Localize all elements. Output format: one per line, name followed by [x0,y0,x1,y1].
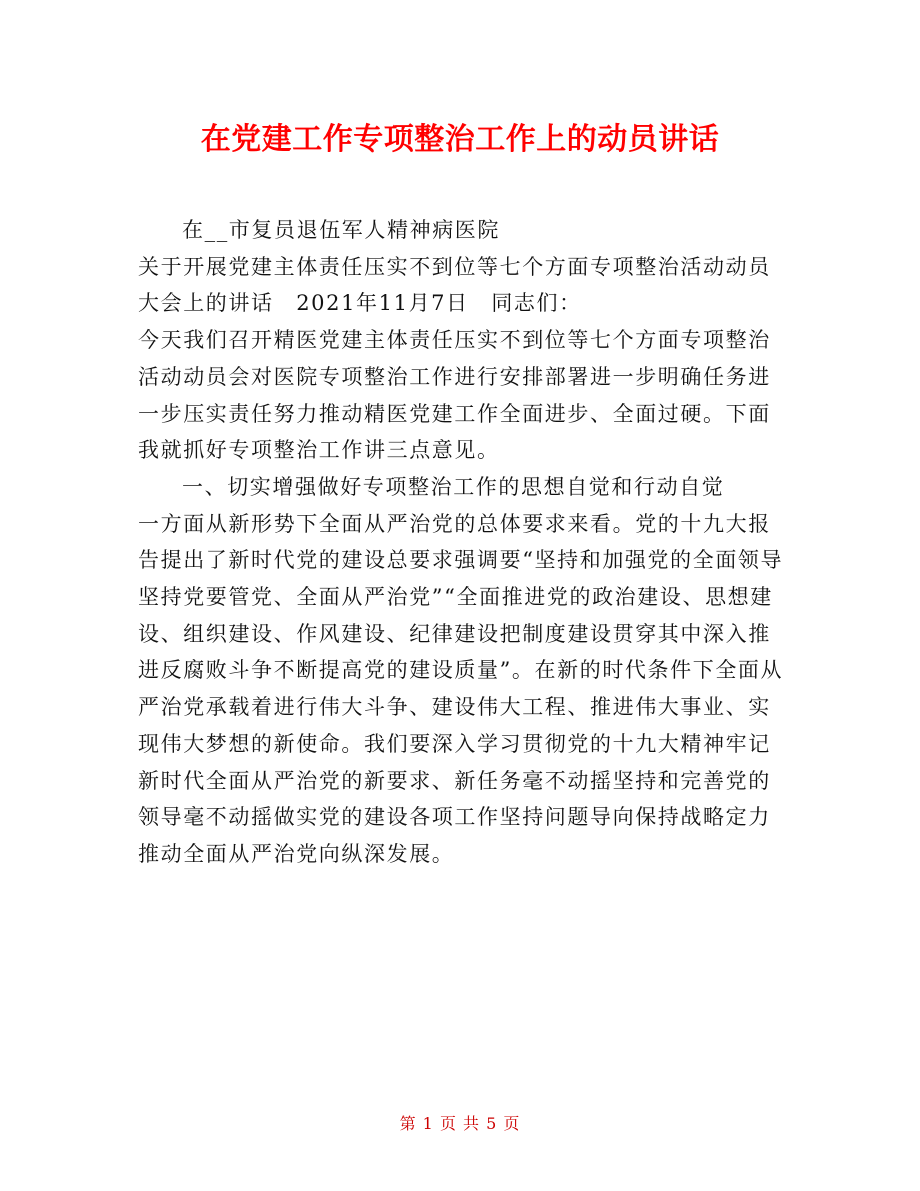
page-footer: 第 1 页 共 5 页 [399,1114,521,1133]
paragraph-opening: 今天我们召开精医党建主体责任压实不到位等七个方面专项整治活动动员会对医院专项整治工作进行安排部署进一步明确任务进一步压实责任努力推动精医党建工作全面进步、全面过硬。下面我就抓好专项整治工作讲三点意见。 [138,328,771,463]
document-title: 在党建工作专项整治工作上的动员讲话 [200,122,720,157]
paragraph-meeting-intro: 关于开展党建主体责任压实不到位等七个方面专项整治活动动员大会上的讲话 2021年11月7日 同志们： [138,254,771,316]
paragraph-section-one-body: 一方面从新形势下全面从严治党的总体要求来看。党的十九大报告提出了新时代党的建设总要求强调要“坚持和加强党的全面领导坚持党要管党、全面从严治党”“全面推进党的政治建设、思想建设、组织建设、作风建设、纪律建设把制度建设贯穿其中深入推进反腐败斗争不断提高党的建设质量”。在新的时代条件下全面从严治党承载着进行伟大斗争、建设伟大工程、推进伟大事业、实现伟大梦想的新使命。我们要深入学习贯彻党的十九大精神牢记新时代全面从严治党的新要求、新任务毫不动摇坚持和完善党的领导毫不动摇做实党的建设各项工作坚持问题导向保持战略定力推动全面从严治党向纵深发展。 [138,511,784,866]
section-heading-one: 一、切实增强做好专项整治工作的思想自觉和行动自觉 [182,474,725,499]
document-body [138,212,788,873]
paragraph-hospital-name: 在__市复员退伍军人精神病医院 [182,218,500,242]
